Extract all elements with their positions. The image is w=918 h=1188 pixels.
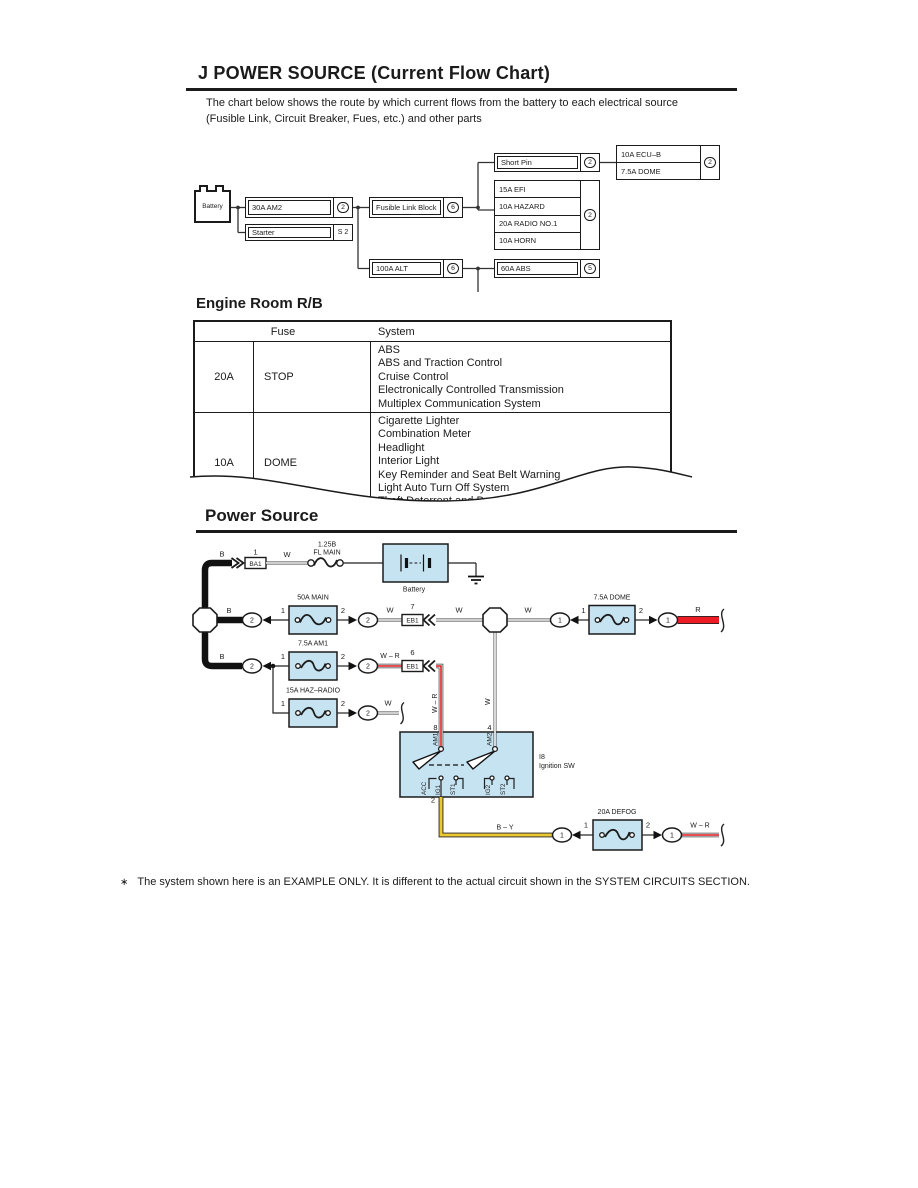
system-item: ABS xyxy=(378,344,401,356)
system-list xyxy=(371,342,670,412)
system-item: Cruise Control xyxy=(378,370,449,383)
connector-label: EB1 xyxy=(406,617,419,625)
column-header-system: System xyxy=(378,325,415,338)
power-source-heading: Power Source xyxy=(205,506,319,525)
wire-label-w: W xyxy=(283,550,291,559)
system-item: Combination Meter xyxy=(378,428,471,441)
ignition-id: I8 xyxy=(539,754,545,761)
intro-line-2: (Fusible Link, Circuit Breaker, Fues, etc.) and other parts xyxy=(206,112,482,125)
battery-label: Battery xyxy=(202,203,223,210)
pin-number: 2 xyxy=(430,795,435,805)
ref-circle: 2 xyxy=(584,209,596,221)
arrow-icon xyxy=(349,709,358,717)
arrow-icon xyxy=(263,616,272,624)
fuse-name: STOP xyxy=(254,342,371,412)
table-header xyxy=(195,322,670,342)
flowchart-box-30a-am2 xyxy=(245,197,353,218)
ref-cell xyxy=(580,181,599,249)
system-item: Electronically Controlled Transmission xyxy=(378,384,564,397)
pin-number: 6 xyxy=(410,648,415,657)
ref-cell xyxy=(580,154,599,171)
flowchart-box-ecu-group xyxy=(616,145,720,180)
system-item: ABS and Traction Control xyxy=(378,357,503,370)
fuse-item: 20A RADIO NO.1 xyxy=(495,216,580,233)
arrow-icon xyxy=(572,831,581,839)
engine-room-heading: Engine Room R/B xyxy=(196,295,323,312)
pin-number: 1 xyxy=(581,606,586,615)
pin-number: 2 xyxy=(340,699,346,708)
pin-number: 2 xyxy=(340,652,346,661)
ground-symbol xyxy=(448,563,484,584)
continuation-icon xyxy=(401,703,405,725)
junction-octagon xyxy=(193,608,217,632)
fuse-item: 15A EFI xyxy=(495,181,580,198)
flowchart-box-short-pin xyxy=(494,153,600,172)
continuation-icon xyxy=(721,824,724,846)
page-title: J POWER SOURCE (Current Flow Chart) xyxy=(198,63,551,83)
pin-number: 2 xyxy=(340,606,346,615)
ref-cell xyxy=(443,260,462,277)
flowchart-box-60a-abs xyxy=(494,259,600,278)
component-boxes xyxy=(289,541,642,850)
wire-label-wr-vertical: W – R xyxy=(432,693,439,713)
chevron-icon xyxy=(424,615,436,626)
fuse-item: 10A HORN xyxy=(499,236,537,246)
terminal-label-acc: ACC xyxy=(421,781,428,795)
box-label: Starter xyxy=(248,227,331,238)
box-label: 60A ABS xyxy=(497,262,578,275)
footnote-text: The system shown here is an EXAMPLE ONLY. It is different to the actual circuit shown in the SYSTEM CIRCUITS SECTION. xyxy=(137,876,750,888)
ignition-name: Ignition SW xyxy=(539,763,575,770)
title-underline xyxy=(186,88,737,91)
fuse-label: 20A DEFOG xyxy=(597,809,637,816)
flowchart-box-fusible-link-block xyxy=(369,197,463,218)
pin-number: 1 xyxy=(280,652,286,661)
fuse-item: 10A HAZARD xyxy=(495,198,580,215)
flowchart-box-fuse-group xyxy=(494,180,600,250)
chevron-icon xyxy=(424,661,436,672)
system-item: Multiplex Communication System xyxy=(378,397,541,410)
system-item: Headlight xyxy=(378,441,425,454)
battery-label: Battery xyxy=(402,586,426,594)
ref-circle: 5 xyxy=(584,263,596,275)
ref-circle: 6 xyxy=(447,202,459,214)
oval-number: 2 xyxy=(250,663,254,671)
column-header-fuse: Fuse xyxy=(270,325,296,338)
terminal-label-st1: ST1 xyxy=(450,783,457,795)
box-label: Short Pin xyxy=(497,156,578,169)
flowchart-box-100a-alt xyxy=(369,259,463,278)
terminal-label-am2: AM2 xyxy=(486,732,494,746)
pin-number: 4 xyxy=(487,723,492,732)
terminal-label-st2: ST2 xyxy=(500,783,507,795)
fuse-item: 10A ECU–B xyxy=(617,146,700,163)
system-item: Interior Light xyxy=(378,455,440,468)
ref-text: S 2 xyxy=(337,229,349,236)
junction-octagon xyxy=(483,608,507,632)
pin-number: 8 xyxy=(433,723,438,732)
footnote xyxy=(120,876,880,888)
fuse-label: 50A MAIN xyxy=(297,594,329,602)
wire-label-b: B xyxy=(219,549,225,559)
asterisk-icon: ∗ xyxy=(120,877,129,888)
system-item: Cigarette Lighter xyxy=(378,415,460,427)
arrow-icon xyxy=(654,831,663,839)
arrow-icon xyxy=(349,616,358,624)
battery-terminal-icon xyxy=(199,185,208,192)
ref-circle: 2 xyxy=(704,157,716,169)
fuse-item: 7.5A DOME xyxy=(621,166,661,176)
fuse-label: 7.5A DOME xyxy=(593,594,631,602)
arrow-icon xyxy=(263,662,272,670)
wire-label-by: B – Y xyxy=(496,824,514,832)
oval-number: 1 xyxy=(560,832,564,840)
box-label: Fusible Link Block xyxy=(372,200,441,215)
wire-label-wr: W – R xyxy=(690,822,710,830)
ref-circle: 6 xyxy=(447,263,459,275)
pin-number: 2 xyxy=(645,820,651,830)
connector-label: BA1 xyxy=(249,561,262,568)
fl-main-fusible-link-symbol xyxy=(308,558,383,566)
wire-label-b: B xyxy=(219,652,225,661)
ref-cell xyxy=(580,260,599,277)
fuse-label: 15A HAZ–RADIO xyxy=(285,687,341,695)
flowchart-battery-box xyxy=(194,190,231,223)
arrow-icon xyxy=(649,616,658,624)
oval-number: 1 xyxy=(558,617,562,625)
pin-number: 2 xyxy=(638,606,644,615)
table-row xyxy=(195,342,670,413)
oval-number: 2 xyxy=(250,617,254,625)
wire-label-wr: W – R xyxy=(380,653,400,660)
box-label: 30A AM2 xyxy=(248,200,331,215)
ref-cell xyxy=(443,198,462,217)
ref-cell xyxy=(700,146,719,179)
fuse-amp: 20A xyxy=(195,342,254,412)
power-source-diagram xyxy=(0,535,918,865)
arrow-icon xyxy=(349,662,358,670)
pin-number: 1 xyxy=(583,820,589,830)
fl-main-label: FL MAIN xyxy=(313,549,341,557)
system-item: Light Auto Turn Off System xyxy=(378,482,510,495)
fuse-name: DOME xyxy=(254,413,371,513)
battery-terminal-icon xyxy=(215,185,224,192)
connector-label: EB1 xyxy=(406,663,419,671)
wire-label-w: W xyxy=(524,605,532,615)
arrow-icon xyxy=(570,616,579,624)
ref-circle: 2 xyxy=(337,202,349,214)
wire-label-w: W xyxy=(386,605,394,615)
fl-main-label: 1.25B xyxy=(317,541,337,549)
wire-label-w: W xyxy=(455,605,463,615)
battery-feed-wire xyxy=(205,558,244,612)
pin-number: 7 xyxy=(410,602,415,611)
flowchart-box-starter xyxy=(245,224,353,241)
ref-cell xyxy=(333,198,352,217)
terminal-label-am1: AM1 xyxy=(432,732,440,746)
fuse-list xyxy=(495,181,580,249)
pin-number: 1 xyxy=(280,606,286,615)
ref-circle: 2 xyxy=(584,157,596,169)
wire-label-b: B xyxy=(226,606,232,615)
intro-paragraph xyxy=(206,96,678,127)
pin-number: 1 xyxy=(253,547,258,557)
power-source-underline xyxy=(196,530,737,533)
oval-number: 1 xyxy=(666,617,670,625)
fuse-label: 7.5A AM1 xyxy=(298,640,328,648)
box-label: 100A ALT xyxy=(372,262,441,275)
intro-line-1: The chart below shows the route by which current flows from the battery to each electrical source xyxy=(206,97,678,109)
oval-number: 2 xyxy=(366,617,370,625)
continuation-icon xyxy=(721,609,724,632)
oval-number: 2 xyxy=(366,663,370,671)
oval-number: 1 xyxy=(670,832,674,840)
wire-label-w: W xyxy=(384,698,392,708)
fuse-amp: 10A xyxy=(195,413,254,513)
terminal-label-ig2: IG2 xyxy=(485,784,492,795)
terminal-label-ig1: IG1 xyxy=(435,784,442,795)
wire-label-r: R xyxy=(695,605,701,614)
pin-number: 1 xyxy=(280,699,286,708)
oval-number: 2 xyxy=(366,710,370,718)
wire-label-w-vertical: W xyxy=(485,698,492,705)
fuse-list xyxy=(617,146,700,179)
ref-cell xyxy=(333,225,352,240)
system-item: Key Reminder and Seat Belt Warning xyxy=(378,468,561,481)
